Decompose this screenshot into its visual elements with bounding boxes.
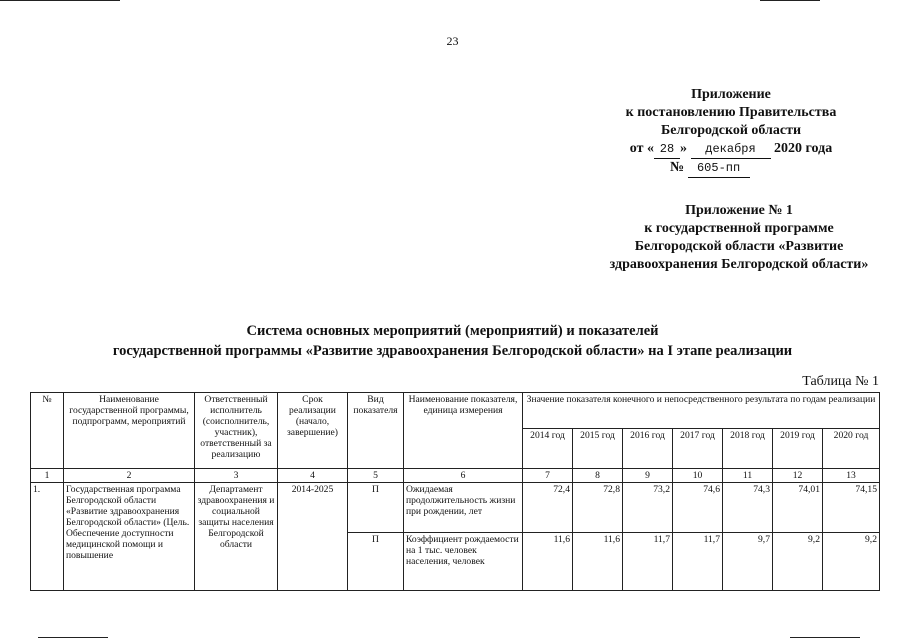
column-number: 5 xyxy=(348,469,404,483)
header-indicator-type: Вид показателя xyxy=(348,393,404,469)
indicator-value: 74,01 xyxy=(773,483,823,533)
appendix-title: Приложение № 1 xyxy=(685,203,793,218)
header-year: 2016 год xyxy=(623,429,673,469)
indicator-value: 72,8 xyxy=(573,483,623,533)
header-year: 2014 год xyxy=(523,429,573,469)
table-header-row xyxy=(31,393,880,429)
scan-edge xyxy=(0,0,120,1)
date-month: декабря xyxy=(691,140,771,159)
column-number: 1 xyxy=(31,469,64,483)
document-number: 605-пп xyxy=(688,159,750,178)
indicator-value: 74,6 xyxy=(673,483,723,533)
column-numbers-row xyxy=(31,469,880,483)
row-num: 1. xyxy=(31,483,64,591)
appendix-second xyxy=(596,202,882,274)
column-number: 11 xyxy=(723,469,773,483)
header-term: Срок реализации (начало, завершение) xyxy=(278,393,348,469)
table-row xyxy=(31,483,880,533)
indicator-value: 9,2 xyxy=(773,533,823,591)
scan-edge xyxy=(790,637,860,638)
header-year: 2017 год xyxy=(673,429,723,469)
indicator-type: П xyxy=(348,483,404,533)
indicator-type: П xyxy=(348,533,404,591)
column-number: 7 xyxy=(523,469,573,483)
column-number: 12 xyxy=(773,469,823,483)
column-number: 2 xyxy=(64,469,195,483)
indicator-value: 11,7 xyxy=(623,533,673,591)
column-number: 9 xyxy=(623,469,673,483)
header-name: Наименование государственной программы, подпрограмм, мероприятий xyxy=(64,393,195,469)
scan-edge xyxy=(38,637,108,638)
indicator-value: 11,6 xyxy=(573,533,623,591)
header-year: 2015 год xyxy=(573,429,623,469)
appendix-line: Белгородской области «Развитие xyxy=(634,239,844,254)
date-day: 28 xyxy=(654,140,680,159)
table-label: Таблица № 1 xyxy=(802,374,879,389)
column-number: 3 xyxy=(195,469,278,483)
row-name: Государственная программа Белгородской области «Развитие здравоохранения Белгородской области» (Цель. Обеспечение доступности медицинской помощи и повышение xyxy=(64,483,195,591)
appendix-line: Белгородской области xyxy=(660,123,802,138)
column-number: 6 xyxy=(404,469,523,483)
appendix-top xyxy=(600,86,862,178)
document-title: Система основных мероприятий (мероприятий) и показателей государственной программы «Развитие здравоохранения Белгородской области» на I этапе реализации xyxy=(112,323,793,359)
appendix-number: № 605-пп xyxy=(600,159,862,178)
header-year: 2020 год xyxy=(823,429,880,469)
appendix-title: Приложение xyxy=(691,87,771,102)
indicator-value: 11,7 xyxy=(673,533,723,591)
indicator-value: 11,6 xyxy=(523,533,573,591)
row-term: 2014-2025 xyxy=(278,483,348,591)
header-year: 2019 год xyxy=(773,429,823,469)
indicator-value: 74,3 xyxy=(723,483,773,533)
header-indicator-name: Наименование показателя, единица измерения xyxy=(404,393,523,469)
indicator-name: Коэффициент рождаемости на 1 тыс. человек населения, человек xyxy=(404,533,523,591)
indicator-value: 74,15 xyxy=(823,483,880,533)
indicator-value: 9,2 xyxy=(823,533,880,591)
indicator-value: 9,7 xyxy=(723,533,773,591)
appendix-line: к государственной программе xyxy=(644,221,834,236)
appendix-date: от « 28 » декабря 2020 года xyxy=(600,140,862,159)
appendix-line: к постановлению Правительства xyxy=(625,105,837,120)
header-responsible: Ответственный исполнитель (соисполнитель, участник), ответственный за реализацию xyxy=(195,393,278,469)
indicator-value: 72,4 xyxy=(523,483,573,533)
row-responsible: Департамент здравоохранения и социальной защиты населения Белгородской области xyxy=(195,483,278,591)
column-number: 13 xyxy=(823,469,880,483)
column-number: 10 xyxy=(673,469,723,483)
indicator-value: 73,2 xyxy=(623,483,673,533)
column-number: 8 xyxy=(573,469,623,483)
header-year: 2018 год xyxy=(723,429,773,469)
indicators-table xyxy=(30,392,880,591)
scan-edge xyxy=(760,0,820,1)
appendix-line: здравоохранения Белгородской области» xyxy=(609,257,869,272)
column-number: 4 xyxy=(278,469,348,483)
page-number: 23 xyxy=(446,34,459,48)
indicator-name: Ожидаемая продолжительность жизни при рождении, лет xyxy=(404,483,523,533)
header-values-group: Значение показателя конечного и непосредственного результата по годам реализации xyxy=(523,393,880,429)
header-num: № xyxy=(31,393,64,469)
